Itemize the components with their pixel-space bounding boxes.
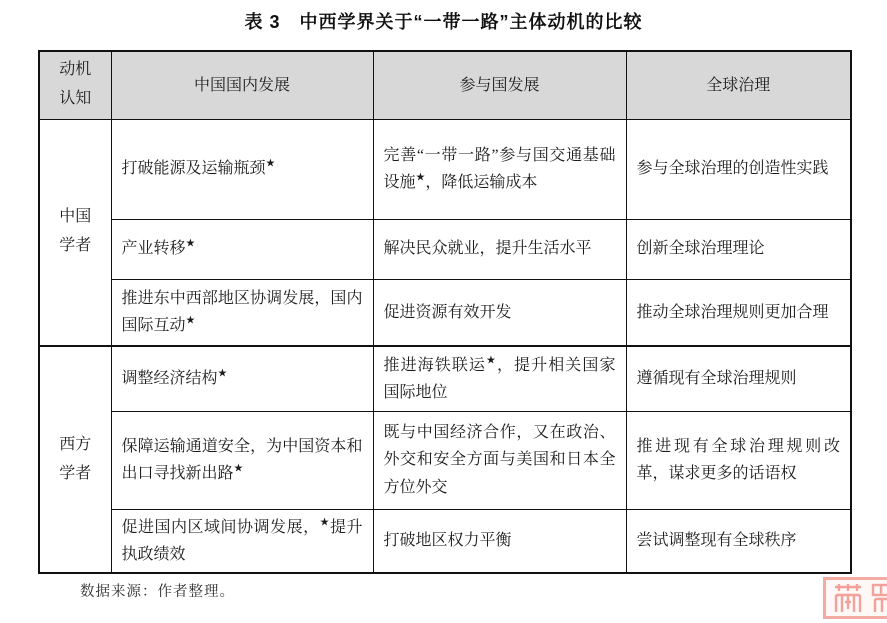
table-row [39, 411, 851, 509]
column-header-participant-countries: 参与国发展 [373, 51, 626, 119]
table-cell: 产业转移★ [111, 219, 373, 279]
star-marker: ★ [415, 171, 426, 184]
table-cell: 解决民众就业，提升生活水平 [373, 219, 626, 279]
table-cell: 既与中国经济合作，又在政治、外交和安全方面与美国和日本全方位外交 [373, 411, 626, 509]
table-header-row [39, 51, 851, 119]
table-cell: 尝试调整现有全球秩序 [626, 509, 851, 573]
table-row [39, 279, 851, 346]
table-cell: 参与全球治理的创造性实践 [626, 119, 851, 219]
table-cell: 调整经济结构★ [111, 346, 373, 411]
comparison-table [38, 50, 852, 574]
column-header-china-domestic: 中国国内发展 [111, 51, 373, 119]
table-cell: 推进现有全球治理规则改革，谋求更多的话语权 [626, 411, 851, 509]
star-marker: ★ [265, 158, 276, 171]
table-cell: 打破地区权力平衡 [373, 509, 626, 573]
table-row [39, 219, 851, 279]
column-header-global-governance: 全球治理 [626, 51, 851, 119]
corner-header-cell [39, 51, 111, 119]
table-cell: 完善“一带一路”参与国交通基础设施★，降低运输成本 [373, 119, 626, 219]
table-cell: 打破能源及运输瓶颈★ [111, 119, 373, 219]
star-marker: ★ [486, 354, 497, 367]
table-cell: 推进东中西部地区协调发展，国内国际互动★ [111, 279, 373, 346]
scholar-group-label: 西方学者 [39, 346, 111, 573]
star-marker: ★ [185, 314, 196, 327]
table-cell: 创新全球治理理论 [626, 219, 851, 279]
table-cell: 推动全球治理规则更加合理 [626, 279, 851, 346]
scholar-group-label: 中国学者 [39, 119, 111, 346]
table-row [39, 346, 851, 411]
table-cell: 推进海铁联运★，提升相关国家国际地位 [373, 346, 626, 411]
table-title: 表 3 中西学界关于“一带一路”主体动机的比较 [244, 12, 643, 32]
table-cell: 促进国内区域间协调发展，★提升执政绩效 [111, 509, 373, 573]
seal-glyph-right [869, 583, 887, 613]
data-source-note: 数据来源：作者整理。 [80, 584, 235, 600]
star-marker: ★ [185, 238, 196, 251]
table-cell: 促进资源有效开发 [373, 279, 626, 346]
star-marker: ★ [319, 516, 330, 529]
table-row [39, 509, 851, 573]
table-body [39, 119, 851, 573]
star-marker: ★ [217, 367, 228, 380]
table-cell: 保障运输通道安全，为中国资本和出口寻找新出路★ [111, 411, 373, 509]
star-marker: ★ [233, 462, 244, 475]
seal-glyph-left [831, 583, 865, 613]
table-row [39, 119, 851, 219]
table-cell: 遵循现有全球治理规则 [626, 346, 851, 411]
watermark-seal [823, 577, 887, 619]
corner-header-label: 动机认知 [59, 61, 92, 108]
